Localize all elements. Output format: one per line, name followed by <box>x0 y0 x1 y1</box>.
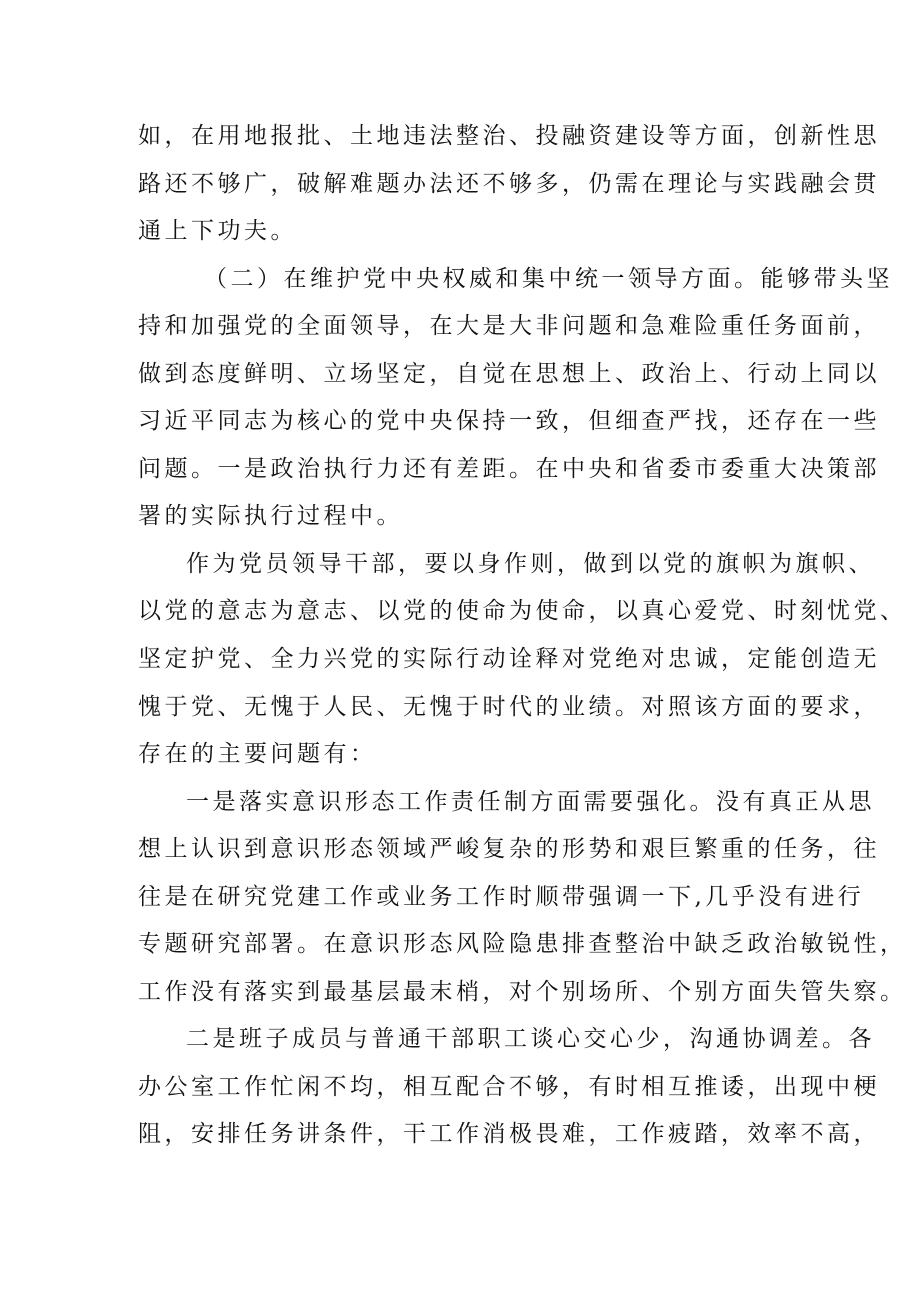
text-line: 愧于党、无愧于人民、无愧于时代的业绩。对照该方面的要求， <box>138 693 880 720</box>
text-line: 习近平同志为核心的党中央保持一致，但细查严找，还存在一些 <box>138 408 880 435</box>
text-line: 阻，安排任务讲条件，干工作消极畏难，工作疲踏，效率不高， <box>138 1121 880 1148</box>
text-line: 存在的主要问题有： <box>138 741 377 768</box>
text-line: 以党的意志为意志、以党的使命为使命，以真心爱党、时刻忧党、 <box>138 598 907 625</box>
text-line: 持和加强党的全面领导，在大是大非问题和急难险重任务面前， <box>138 313 880 340</box>
text-line: 路还不够广，破解难题办法还不够多，仍需在理论与实践融会贯 <box>138 170 880 197</box>
text-line: 往是在研究党建工作或业务工作时顺带强调一下,几乎没有进行 <box>138 883 865 910</box>
text-line: 问题。一是政治执行力还有差距。在中央和省委市委重大决策部 <box>138 455 880 482</box>
paragraph-start-line: 二是班子成员与普通干部职工谈心交心少，沟通协调差。各 <box>186 1026 875 1053</box>
text-line: 署的实际执行过程中。 <box>138 503 403 530</box>
text-line: 办公室工作忙闲不均，相互配合不够，有时相互推诿，出现中梗 <box>138 1073 880 1100</box>
paragraph-start-line: 作为党员领导干部，要以身作则，做到以党的旗帜为旗帜、 <box>186 550 875 577</box>
text-line: 想上认识到意识形态领域严峻复杂的形势和艰巨繁重的任务，往 <box>138 836 880 863</box>
text-line: 通上下功夫。 <box>138 218 297 245</box>
paragraph-start-line: 一是落实意识形态工作责任制方面需要强化。没有真正从思 <box>186 788 875 815</box>
text-line: 做到态度鲜明、立场坚定，自觉在思想上、政治上、行动上同以 <box>138 360 880 387</box>
document-body <box>138 113 907 1159</box>
section-heading-line: （二）在维护党中央权威和集中统一领导方面。能够带头坚 <box>204 265 893 292</box>
text-line: 坚定护党、全力兴党的实际行动诠释对党绝对忠诚，定能创造无 <box>138 646 880 673</box>
text-line: 专题研究部署。在意识形态风险隐患排查整治中缺乏政治敏锐性， <box>138 931 907 958</box>
text-line: 工作没有落实到最基层最末梢，对个别场所、个别方面失管失察。 <box>138 978 907 1005</box>
text-line: 如，在用地报批、土地违法整治、投融资建设等方面，创新性思 <box>138 123 880 149</box>
